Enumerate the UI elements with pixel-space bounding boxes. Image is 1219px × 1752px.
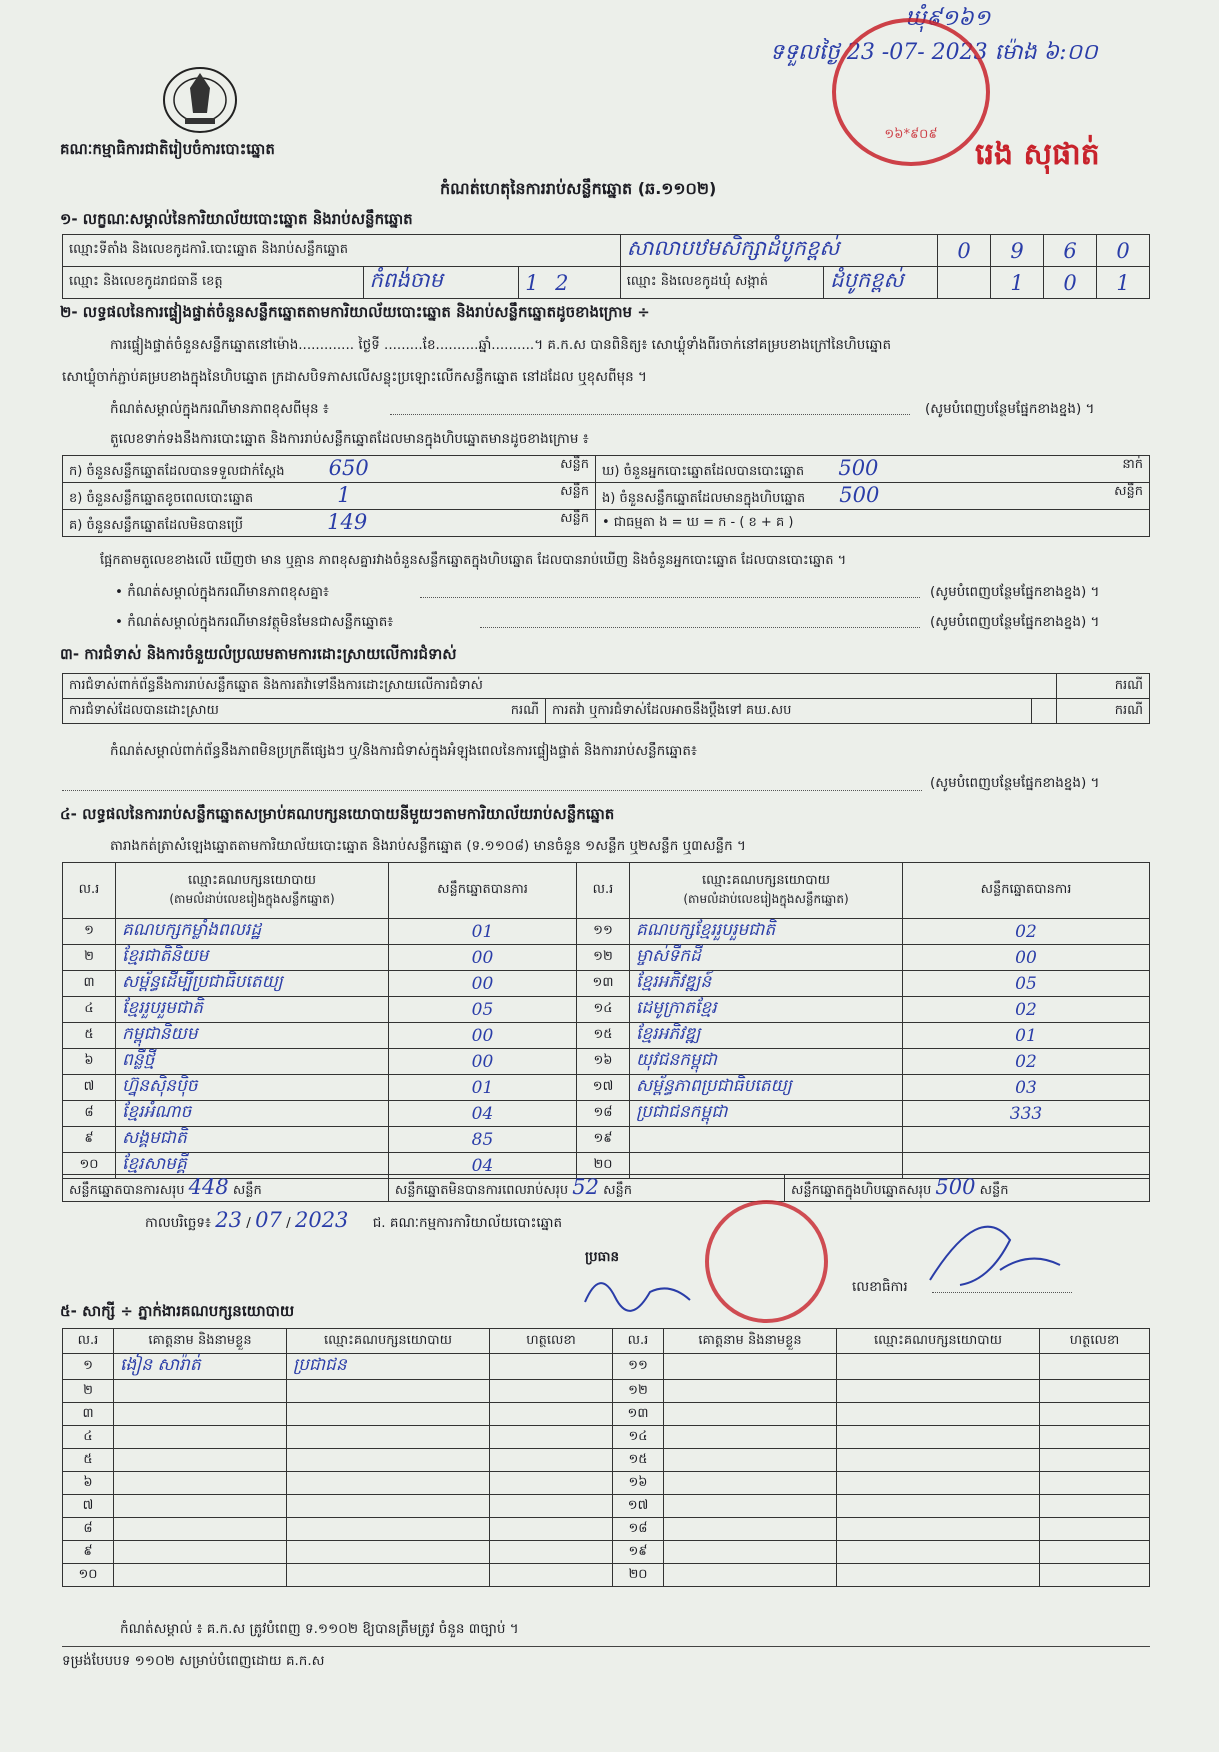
witness-row (63, 1354, 1150, 1380)
witness-cell-no: ១០ (63, 1564, 114, 1587)
committee-label: ជ. គណៈកម្មការការិយាល័យបោះឆ្នោត (372, 1215, 563, 1231)
witness-cell-party2 (837, 1380, 1040, 1403)
total-invalid-unit: សន្លឹក (603, 1183, 633, 1198)
date-line: កាលបរិច្ឆេទ៖ 23 / 07 / 2023 ជ. គណៈកម្មការការិយាល័យបោះឆ្នោត (145, 1208, 563, 1232)
results-cell-party: ពន្លឺថ្មី (116, 1049, 389, 1075)
witness-cell-no: ៦ (63, 1472, 114, 1495)
results-cell-votes: 00 (389, 971, 577, 997)
results-cell-party: ខ្មែរសាមគ្គី (116, 1153, 389, 1179)
section2-compare: ផ្អែកតាមតួលេខខាងលើ ឃើញថា មាន ឬគ្មាន ភាពខុសគ្នារវាងចំនួនសន្លឹកឆ្នោតក្នុងហិបឆ្នោត ដែលបានរាប់ឃើញ និងចំនួនអ្នកបោះឆ្នោត ដែលបានបោះឆ្នោត ។ (100, 553, 847, 568)
witness-cell-party: ប្រជាជន (287, 1354, 490, 1380)
w-col-sign-left: ហត្ថលេខា (490, 1329, 613, 1354)
results-cell-votes2 (903, 1127, 1150, 1153)
col-votes-right: សន្លឹកឆ្នោតបានការ (903, 863, 1150, 919)
witness-cell-name (114, 1495, 287, 1518)
results-row (63, 997, 1150, 1023)
section3-note-suffix: (សូមបំពេញបន្ថែមផ្នែកខាងខ្នង) ។ (930, 775, 1100, 791)
row-e-unit: សន្លឹក (1114, 484, 1143, 499)
row-d (596, 456, 1150, 483)
witness-cell-party2 (837, 1495, 1040, 1518)
witness-cell-no2: ២០ (613, 1564, 664, 1587)
section2-para1: ការផ្ទៀងផ្ទាត់ចំនួនសន្លឹកឆ្នោតនៅម៉ោង............. ថ្ងៃទី .........ខែ..........ឆ្នាំ..........។ គ.ក.ស បានពិនិត្យ៖ សោឃ្លុំទាំងពីរចាក់នៅគម្របខាងក្រៅនៃហិបឆ្នោត (110, 337, 892, 353)
results-cell-votes: 85 (389, 1127, 577, 1153)
row-a-label: ក) ចំនួនសន្លឹកឆ្នោតដែលបានទទួលជាក់ស្តែង (69, 464, 285, 479)
section3-title: ៣- ការជំទាស់ និងការចំនួយលំប្រឈមតាមការដោះស្រាយលើការជំទាស់ (60, 645, 457, 663)
results-row (63, 1049, 1150, 1075)
results-cell-votes: 01 (389, 919, 577, 945)
witness-cell-name2 (664, 1564, 837, 1587)
col-party-right-title: ឈ្មោះគណបក្សនយោបាយ (702, 873, 830, 888)
witness-cell-sign (490, 1564, 613, 1587)
results-cell-no2: ១១ (577, 919, 630, 945)
row-b (63, 483, 596, 510)
results-cell-votes2: 02 (903, 1049, 1150, 1075)
witness-cell-sign2 (1040, 1472, 1150, 1495)
witness-cell-sign (490, 1541, 613, 1564)
province-code (519, 267, 621, 299)
results-cell-votes: 01 (389, 1075, 577, 1101)
witness-cell-party2 (837, 1449, 1040, 1472)
results-cell-votes2: 03 (903, 1075, 1150, 1101)
date-label: កាលបរិច្ឆេទ៖ (145, 1215, 211, 1231)
total-box-value: 500 (935, 1175, 976, 1199)
results-row (63, 1075, 1150, 1101)
total-valid-unit: សន្លឹក (232, 1183, 262, 1198)
commune-code-2: 0 (1044, 267, 1097, 299)
results-cell-party2 (630, 1127, 903, 1153)
witness-cell-sign (490, 1495, 613, 1518)
results-cell-no: ១ (63, 919, 116, 945)
date-month: 07 (255, 1208, 282, 1232)
results-cell-party: គណបក្សកម្លាំងពលរដ្ឋ (116, 919, 389, 945)
results-cell-party2: សម្ព័ន្ធភាពប្រជាធិបតេយ្យ (630, 1075, 903, 1101)
station-label: ឈ្មោះទីតាំង និងលេខកូដការិ.បោះឆ្នោត និងរាប់សន្លឹកឆ្នោត (63, 235, 621, 267)
total-valid (63, 1175, 389, 1202)
results-cell-party: ខ្មែររួបរួមជាតិ (116, 997, 389, 1023)
witness-cell-name2 (664, 1354, 837, 1380)
received-date: ទទួលថ្ងៃ 23 -07- 2023 ម៉ោង ៦:០០ (770, 40, 1098, 65)
results-row (63, 919, 1150, 945)
section2-para2: សោឃ្លុំចាក់ភ្ជាប់គម្របខាងក្នុងនៃហិបឆ្នោត ក្រដាសបិទភាសលើសន្លុះប្រឡោះលើកសន្លឹកឆ្នោត នៅដដែល ឬខុសពីមុន ។ (62, 369, 647, 385)
witness-cell-sign (490, 1354, 613, 1380)
results-row (63, 971, 1150, 997)
results-cell-no2: ១៧ (577, 1075, 630, 1101)
row-b-label: ខ) ចំនួនសន្លឹកឆ្នោតខូចពេលបោះឆ្នោត (69, 491, 254, 506)
results-cell-votes: 00 (389, 1023, 577, 1049)
witness-cell-sign2 (1040, 1380, 1150, 1403)
form-title: កំណត់ហេតុនៃការរាប់សន្លឹកឆ្នោត (ឆ.១១០២) (440, 179, 717, 198)
witness-cell-sign (490, 1518, 613, 1541)
col-party-left-title: ឈ្មោះគណបក្សនយោបាយ (188, 873, 316, 888)
results-cell-party2: ម្ចាស់ទឹកដី (630, 945, 903, 971)
row-b-unit: សន្លឹក (560, 484, 589, 499)
commune-code-3: 1 (1097, 267, 1150, 299)
stamp-number: ១៦*៩០៩ (884, 127, 938, 142)
witness-row (63, 1495, 1150, 1518)
witness-cell-name (114, 1564, 287, 1587)
witness-cell-name2 (664, 1541, 837, 1564)
results-cell-party2: យុវជនកម្ពុជា (630, 1049, 903, 1075)
witness-cell-no: ៥ (63, 1449, 114, 1472)
station-code-3: 6 (1044, 235, 1097, 267)
row-e-value: 500 (839, 483, 880, 507)
objection-row1: ការជំទាស់ពាក់ព័ន្ធនឹងការរាប់សន្លឹកឆ្នោត និងការតវ៉ាទៅនឹងការដោះស្រាយលើការជំទាស់ (63, 674, 1057, 699)
station-name (620, 235, 937, 267)
commune-name: ដំបូកខ្ពស់ (824, 267, 938, 299)
witness-cell-sign2 (1040, 1426, 1150, 1449)
witness-cell-no2: ១៥ (613, 1449, 664, 1472)
province-code-1: 1 (525, 270, 539, 295)
witness-cell-party (287, 1380, 490, 1403)
results-cell-no2: ១៤ (577, 997, 630, 1023)
results-cell-votes: 04 (389, 1153, 577, 1179)
total-invalid (388, 1175, 784, 1202)
results-cell-party: សម្ព័ន្ធដើម្បីប្រជាធិបតេយ្យ (116, 971, 389, 997)
date-day: 23 (215, 1208, 242, 1232)
witness-cell-party2 (837, 1426, 1040, 1449)
results-cell-votes2: 05 (903, 971, 1150, 997)
witness-cell-no2: ១១ (613, 1354, 664, 1380)
row-a-unit: សន្លឹក (560, 457, 589, 472)
witness-cell-party2 (837, 1518, 1040, 1541)
witness-row (63, 1541, 1150, 1564)
witness-cell-sign (490, 1449, 613, 1472)
nec-logo (155, 58, 245, 138)
results-cell-party: កម្ពុជានិយម (116, 1023, 389, 1049)
totals-table (62, 1174, 1150, 1202)
commune-label: ឈ្មោះ និងលេខកូដឃុំ សង្កាត់ (620, 267, 823, 299)
witness-cell-party (287, 1518, 490, 1541)
objection-resolved (63, 699, 546, 724)
witness-cell-party2 (837, 1541, 1040, 1564)
witness-cell-no2: ១៦ (613, 1472, 664, 1495)
results-cell-no: ៧ (63, 1075, 116, 1101)
objection-appeal-space (1031, 699, 1056, 724)
witness-cell-name2 (664, 1472, 837, 1495)
results-cell-votes: 05 (389, 997, 577, 1023)
objection-table (62, 673, 1150, 724)
w-col-sign-right: ហត្ថលេខា (1040, 1329, 1150, 1354)
results-cell-no: ៥ (63, 1023, 116, 1049)
row-c-value: 149 (327, 510, 368, 534)
witness-cell-no2: ១៤ (613, 1426, 664, 1449)
witness-cell-no: ៣ (63, 1403, 114, 1426)
bullet1-line (420, 597, 920, 598)
objection-resolved-label: ការជំទាស់ដែលបានដោះស្រាយ (69, 702, 219, 718)
secretary-label: លេខាធិការ (852, 1279, 908, 1295)
section3-note: កំណត់សម្គាល់ពាក់ព័ន្ធនឹងភាពមិនប្រក្រតីផ្សេងៗ ឬ/និងការជំទាស់ក្នុងអំឡុងពេលនៃការផ្ទៀងផ្ទាត់ និងការរាប់សន្លឹកឆ្នោត៖ (110, 743, 697, 759)
w-col-no-right: ល.រ (613, 1329, 664, 1354)
results-cell-party2: ខ្មែរអភិវឌ្ឍ (630, 1023, 903, 1049)
section4-intro: តារាងកត់ត្រាសំឡេងឆ្នោតតាមការិយាល័យបោះឆ្នោត និងរាប់សន្លឹកឆ្នោត (ទ.១១០៨) មានចំនួន ១សន្លឹក ឬ២សន្លឹក ឬ៣សន្លឹក ។ (110, 838, 746, 854)
witness-cell-no2: ១៧ (613, 1495, 664, 1518)
row-b-value: 1 (337, 483, 351, 507)
witness-row (63, 1426, 1150, 1449)
objection-case1: ករណី (1057, 674, 1150, 699)
bullet2-suffix: (សូមបំពេញបន្ថែមផ្នែកខាងខ្នង) ។ (930, 614, 1100, 630)
col-no-right: ល.រ (577, 863, 630, 919)
secretary-signature (920, 1210, 1070, 1300)
row-c-label: គ) ចំនួនសន្លឹកឆ្នោតដែលមិនបានប្រើ (69, 518, 243, 533)
results-cell-votes2: 01 (903, 1023, 1150, 1049)
objection-appeal: ការតវ៉ា ឬការជំទាស់ដែលអាចនឹងប្តឹងទៅ គឃ.សប (546, 699, 1032, 724)
section2-bullet1: • កំណត់សម្គាល់ក្នុងករណីមានភាពខុសគ្នា៖ (115, 584, 329, 600)
witness-cell-sign2 (1040, 1541, 1150, 1564)
footer-note: កំណត់សម្គាល់ ៖ គ.ក.ស ត្រូវបំពេញ ទ.១១០២ ឱ្យបានត្រឹមត្រូវ ចំនួន ៣ច្បាប់ ។ (120, 1621, 519, 1637)
commune-code-1: 1 (991, 267, 1044, 299)
results-cell-no2: ២០ (577, 1153, 630, 1179)
col-party-left-sub: (តាមលំដាប់លេខរៀងក្នុងសន្លឹកឆ្នោត) (169, 892, 335, 906)
witness-cell-name2 (664, 1495, 837, 1518)
results-table (62, 862, 1150, 1179)
results-cell-party: ខ្មែរជាតិនិយម (116, 945, 389, 971)
section2-note: កំណត់សម្គាល់ក្នុងករណីមានភាពខុសពីមុន ៖ (110, 401, 329, 417)
total-box (784, 1175, 1149, 1202)
section3-note-line (62, 790, 922, 791)
results-row (63, 1127, 1150, 1153)
results-cell-party2: ប្រជាជនកម្ពុជា (630, 1101, 903, 1127)
bullet1-suffix: (សូមបំពេញបន្ថែមផ្នែកខាងខ្នង) ។ (930, 584, 1100, 600)
witness-row (63, 1449, 1150, 1472)
received-code: ឃុំ៩១៦១ (905, 6, 991, 31)
station-table (62, 234, 1150, 299)
section2-title: ២- លទ្ធផលនៃការផ្ទៀងផ្ទាត់ចំនួនសន្លឹកឆ្នោតតាមការិយាល័យបោះឆ្នោត និងរាប់សន្លឹកឆ្នោតដូចខាងក្រោម ÷ (60, 303, 650, 321)
witness-cell-party (287, 1564, 490, 1587)
row-a (63, 456, 596, 483)
witness-cell-name2 (664, 1403, 837, 1426)
section5-title: ៥- សាក្សី ÷ ភ្នាក់ងារគណបក្សនយោបាយ (60, 1302, 295, 1320)
results-cell-no2: ១៩ (577, 1127, 630, 1153)
witness-cell-no: ២ (63, 1380, 114, 1403)
province-code-2: 2 (555, 270, 569, 295)
section2-info: តួលេខទាក់ទងនឹងការបោះឆ្នោត និងការរាប់សន្លឹកឆ្នោតដែលមានក្នុងហិបឆ្នោតមានដូចខាងក្រោម ៖ (110, 431, 589, 447)
witness-cell-no: ១ (63, 1354, 114, 1380)
witness-cell-sign (490, 1380, 613, 1403)
witness-cell-no2: ១៨ (613, 1518, 664, 1541)
red-stamp (832, 18, 990, 166)
col-votes-left: សន្លឹកឆ្នោតបានការ (389, 863, 577, 919)
witness-cell-no: ៨ (63, 1518, 114, 1541)
witness-cell-name (114, 1380, 287, 1403)
witness-cell-sign (490, 1426, 613, 1449)
witness-cell-name (114, 1449, 287, 1472)
row-c-unit: សន្លឹក (560, 511, 589, 526)
results-cell-no: ៨ (63, 1101, 116, 1127)
witness-cell-party (287, 1472, 490, 1495)
results-cell-no: ៤ (63, 997, 116, 1023)
row-d-label: ឃ) ចំនួនអ្នកបោះឆ្នោតដែលបានបោះឆ្នោត (602, 464, 805, 479)
objection-case2: ករណី (1057, 699, 1150, 724)
witness-cell-sign (490, 1403, 613, 1426)
results-cell-votes2: 02 (903, 919, 1150, 945)
chief-label: ប្រធាន (585, 1249, 620, 1265)
results-cell-votes: 00 (389, 1049, 577, 1075)
results-cell-no: ៣ (63, 971, 116, 997)
witness-cell-name (114, 1541, 287, 1564)
total-invalid-value: 52 (572, 1175, 599, 1199)
footer-form-ref: ទម្រង់បែបបទ ១១០២ សម្រាប់បំពេញដោយ គ.ក.ស (62, 1653, 325, 1669)
results-row (63, 1023, 1150, 1049)
witness-cell-party (287, 1403, 490, 1426)
results-cell-no2: ១២ (577, 945, 630, 971)
witness-row (63, 1564, 1150, 1587)
total-invalid-label: សន្លឹកឆ្នោតមិនបានការពេលរាប់សរុប (394, 1183, 569, 1198)
results-cell-party: សង្គមជាតិ (116, 1127, 389, 1153)
results-cell-party: ហ្វ៊ុនស៊ិនប៉ិច (116, 1075, 389, 1101)
witness-cell-sign (490, 1472, 613, 1495)
witness-row (63, 1380, 1150, 1403)
witness-cell-party2 (837, 1354, 1040, 1380)
col-no-left: ល.រ (63, 863, 116, 919)
results-cell-votes2: 02 (903, 997, 1150, 1023)
footer-rule (62, 1646, 1150, 1647)
witness-cell-sign2 (1040, 1354, 1150, 1380)
results-cell-votes: 04 (389, 1101, 577, 1127)
witness-cell-no2: ១៩ (613, 1541, 664, 1564)
station-code-1: 0 (938, 235, 991, 267)
results-cell-party2: ដេមូក្រាតខ្មែរ (630, 997, 903, 1023)
witness-cell-name (114, 1403, 287, 1426)
witness-cell-sign2 (1040, 1518, 1150, 1541)
total-valid-label: សន្លឹកឆ្នោតបានការសរុប (69, 1183, 185, 1198)
results-cell-no: ៦ (63, 1049, 116, 1075)
witness-cell-name (114, 1426, 287, 1449)
section4-title: ៤- លទ្ធផលនៃការរាប់សន្លឹកឆ្នោតសម្រាប់គណបក្សនយោបាយនីមួយៗតាមការិយាល័យរាប់សន្លឹកឆ្នោត (60, 805, 615, 823)
results-cell-votes: 00 (389, 945, 577, 971)
witness-cell-name2 (664, 1449, 837, 1472)
witness-cell-no: ៤ (63, 1426, 114, 1449)
section2-note-suffix: (សូមបំពេញបន្ថែមផ្នែកខាងខ្នង) ។ (925, 401, 1095, 417)
station-code-4: 0 (1097, 235, 1150, 267)
witness-cell-name (114, 1472, 287, 1495)
section2-note-line (390, 414, 910, 415)
total-box-unit: សន្លឹក (979, 1183, 1009, 1198)
w-col-name-right: គោត្តនាម និងនាមខ្លួន (664, 1329, 837, 1354)
witness-cell-sign2 (1040, 1495, 1150, 1518)
formula: • ជាធម្មតា ង = ឃ = ក - ( ខ + គ ) (596, 510, 1150, 537)
row-d-value: 500 (838, 456, 879, 480)
w-col-no-left: ល.រ (63, 1329, 114, 1354)
col-party-right-sub: (តាមលំដាប់លេខរៀងក្នុងសន្លឹកឆ្នោត) (683, 892, 849, 906)
station-code-2: 9 (991, 235, 1044, 267)
results-cell-party: ខ្មែរអំណាច (116, 1101, 389, 1127)
witness-cell-sign2 (1040, 1403, 1150, 1426)
results-cell-votes2: 00 (903, 945, 1150, 971)
org-name: គណៈកម្មាធិការជាតិរៀបចំការបោះឆ្នោត (60, 140, 275, 158)
received-by: រេង សុផាត់ (975, 137, 1100, 172)
witness-cell-name2 (664, 1380, 837, 1403)
results-cell-no2: ១៦ (577, 1049, 630, 1075)
section1-title: ១- លក្ខណៈសម្គាល់នៃការិយាល័យបោះឆ្នោត និងរាប់សន្លឹកឆ្នោត (60, 210, 413, 228)
chief-signature (580, 1262, 700, 1322)
col-party-right (630, 863, 903, 919)
witness-cell-name2 (664, 1518, 837, 1541)
station-name-value: សាលាបឋមសិក្សាដំបូកខ្ពស់ (626, 236, 840, 260)
witness-cell-party (287, 1426, 490, 1449)
total-valid-value: 448 (188, 1175, 229, 1199)
bullet2-line (480, 627, 920, 628)
province-name: កំពង់ចាម (363, 267, 519, 299)
witness-cell-no2: ១៣ (613, 1403, 664, 1426)
witness-cell-party (287, 1449, 490, 1472)
witness-cell-no2: ១២ (613, 1380, 664, 1403)
results-row (63, 945, 1150, 971)
w-col-party-left: ឈ្មោះគណបក្សនយោបាយ (287, 1329, 490, 1354)
objection-resolved-case: ករណី (510, 702, 539, 718)
count-table (62, 455, 1150, 537)
province-label: ឈ្មោះ និងលេខកូដរាជធានី ខេត្ត (63, 267, 364, 299)
witness-row (63, 1472, 1150, 1495)
row-e-label: ង) ចំនួនសន្លឹកឆ្នោតដែលមានក្នុងហិបឆ្នោត (602, 491, 806, 506)
witness-cell-party (287, 1541, 490, 1564)
witness-cell-party (287, 1495, 490, 1518)
results-cell-no2: ១៨ (577, 1101, 630, 1127)
witness-table (62, 1328, 1150, 1587)
witness-row (63, 1518, 1150, 1541)
witness-cell-party2 (837, 1403, 1040, 1426)
w-col-name-left: គោត្តនាម និងនាមខ្លួន (114, 1329, 287, 1354)
total-box-label: សន្លឹកឆ្នោតក្នុងហិបឆ្នោតសរុប (790, 1183, 932, 1198)
w-col-party-right: ឈ្មោះគណបក្សនយោបាយ (837, 1329, 1040, 1354)
committee-stamp (705, 1200, 828, 1323)
row-c (63, 510, 596, 537)
results-cell-votes2: 333 (903, 1101, 1150, 1127)
commune-code-spacer (938, 267, 991, 299)
witness-cell-party2 (837, 1472, 1040, 1495)
col-party-left (116, 863, 389, 919)
witness-cell-name (114, 1518, 287, 1541)
results-row (63, 1101, 1150, 1127)
date-year: 2023 (294, 1208, 349, 1232)
witness-cell-no: ៩ (63, 1541, 114, 1564)
witness-cell-name2 (664, 1426, 837, 1449)
results-cell-party2: គណបក្សខ្មែររួបរួមជាតិ (630, 919, 903, 945)
results-cell-no: ១០ (63, 1153, 116, 1179)
row-a-value: 650 (328, 456, 369, 480)
witness-cell-sign2 (1040, 1449, 1150, 1472)
results-cell-no: ២ (63, 945, 116, 971)
witness-cell-name: ងៀន សារ៉ាត់ (114, 1354, 287, 1380)
witness-cell-party2 (837, 1564, 1040, 1587)
section2-bullet2: • កំណត់សម្គាល់ក្នុងករណីមានវត្ថុមិនមែនជាសន្លឹកឆ្នោត៖ (115, 614, 394, 630)
results-cell-party2: ខ្មែរអភិវឌ្ឍន៍ (630, 971, 903, 997)
results-cell-no2: ១៥ (577, 1023, 630, 1049)
witness-row (63, 1403, 1150, 1426)
witness-cell-no: ៧ (63, 1495, 114, 1518)
row-e (596, 483, 1150, 510)
row-d-unit: នាក់ (1122, 457, 1143, 472)
results-cell-no: ៩ (63, 1127, 116, 1153)
results-cell-no2: ១៣ (577, 971, 630, 997)
witness-cell-sign2 (1040, 1564, 1150, 1587)
